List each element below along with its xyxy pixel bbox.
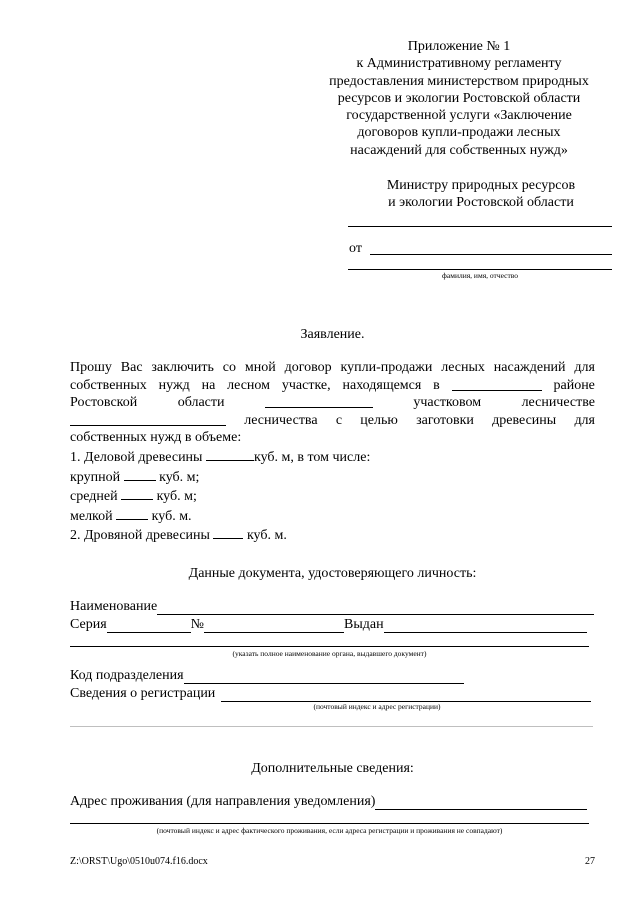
large-wood-line: крупной куб. м; [70, 467, 595, 487]
doc-name-row [70, 598, 594, 615]
address-row [70, 793, 587, 810]
addressee-blank-line[interactable] [348, 226, 612, 227]
address-label: Адрес проживания (для направления уведомления) [70, 794, 376, 809]
addressee-line: Министру природных ресурсов [386, 178, 576, 193]
identity-heading: Данные документа, удостоверяющего личность: [188, 566, 477, 581]
request-line-5: собственных нужд в объеме: [70, 430, 242, 446]
additional-heading: Дополнительные сведения: [251, 761, 414, 776]
small-wood-line: мелкой куб. м. [70, 506, 595, 526]
page-number: 27 [585, 856, 595, 867]
firewood-line: 2. Дровяной древесины куб. м. [70, 525, 595, 545]
medium-wood-volume[interactable] [121, 486, 153, 500]
division-row [70, 667, 464, 684]
small-wood-volume[interactable] [116, 506, 148, 520]
address-hint: (почтовый индекс и адрес фактического проживания, если адреса регистрации и проживания не совпадают) [156, 826, 503, 835]
address-extra-field[interactable] [70, 823, 589, 824]
series-row [70, 616, 587, 633]
firewood-volume[interactable] [213, 525, 243, 539]
annex-line: насаждений для собственных нужд» [350, 142, 568, 158]
request-line-3: Ростовской области участковом лесничестве [70, 395, 595, 411]
registration-extra-field[interactable] [70, 726, 593, 727]
fio-hint: фамилия, имя, отчество [442, 271, 518, 280]
region-forestry-field[interactable] [265, 394, 373, 408]
annex-line: государственной услуги «Заключение [346, 108, 572, 124]
registration-hint: (почтовый индекс и адрес регистрации) [313, 702, 441, 711]
annex-line: договоров купли-продажи лесных [357, 125, 561, 141]
division-field[interactable] [184, 669, 464, 684]
business-wood-volume[interactable] [206, 447, 254, 461]
registration-row [70, 685, 591, 702]
series-label: Серия [70, 617, 107, 632]
series-field[interactable] [107, 618, 191, 633]
doc-name-label: Наименование [70, 599, 158, 614]
footer-file-path: Z:\ORST\Ugo\0510u074.f16.docx [70, 856, 208, 867]
issuer-hint: (указать полное наименование органа, выдавшего документ) [232, 649, 427, 658]
issued-label: Выдан [344, 617, 384, 632]
division-label: Код подразделения [70, 668, 184, 683]
request-line-4: лесничества с целью заготовки древесины для [70, 412, 595, 430]
request-line-1: Прошу Вас заключить со мной договор купли-продажи лесных насаждений для [70, 360, 595, 375]
number-field[interactable] [204, 618, 344, 633]
number-label: № [190, 617, 205, 632]
request-text [70, 359, 595, 545]
doc-name-field[interactable] [157, 600, 594, 615]
forestry-field[interactable] [70, 412, 226, 426]
issuer-field[interactable] [70, 646, 589, 647]
fio-field[interactable] [348, 269, 612, 270]
large-wood-volume[interactable] [124, 467, 156, 481]
request-line-2: собственных нужд на лесном участке, находящемся в районе [70, 377, 595, 393]
business-wood-line: 1. Деловой древесины куб. м, в том числе: [70, 447, 595, 467]
annex-line: ресурсов и экологии Ростовской области [337, 90, 581, 106]
from-label: от [349, 241, 362, 256]
issued-field[interactable] [384, 618, 587, 633]
annex-line: предоставления министерством природных [329, 73, 589, 89]
document-title: Заявление. [300, 327, 365, 342]
addressee-line: и экологии Ростовской области [388, 195, 574, 210]
from-field[interactable] [370, 254, 612, 255]
district-field[interactable] [452, 377, 542, 391]
annex-line: Приложение № 1 [407, 39, 511, 54]
address-field[interactable] [375, 795, 587, 810]
medium-wood-line: средней куб. м; [70, 486, 595, 506]
annex-line: к Административному регламенту [356, 56, 562, 72]
registration-label: Сведения о регистрации [70, 686, 216, 701]
registration-field[interactable] [221, 687, 591, 702]
annex-header [318, 38, 600, 159]
addressee [350, 177, 612, 211]
